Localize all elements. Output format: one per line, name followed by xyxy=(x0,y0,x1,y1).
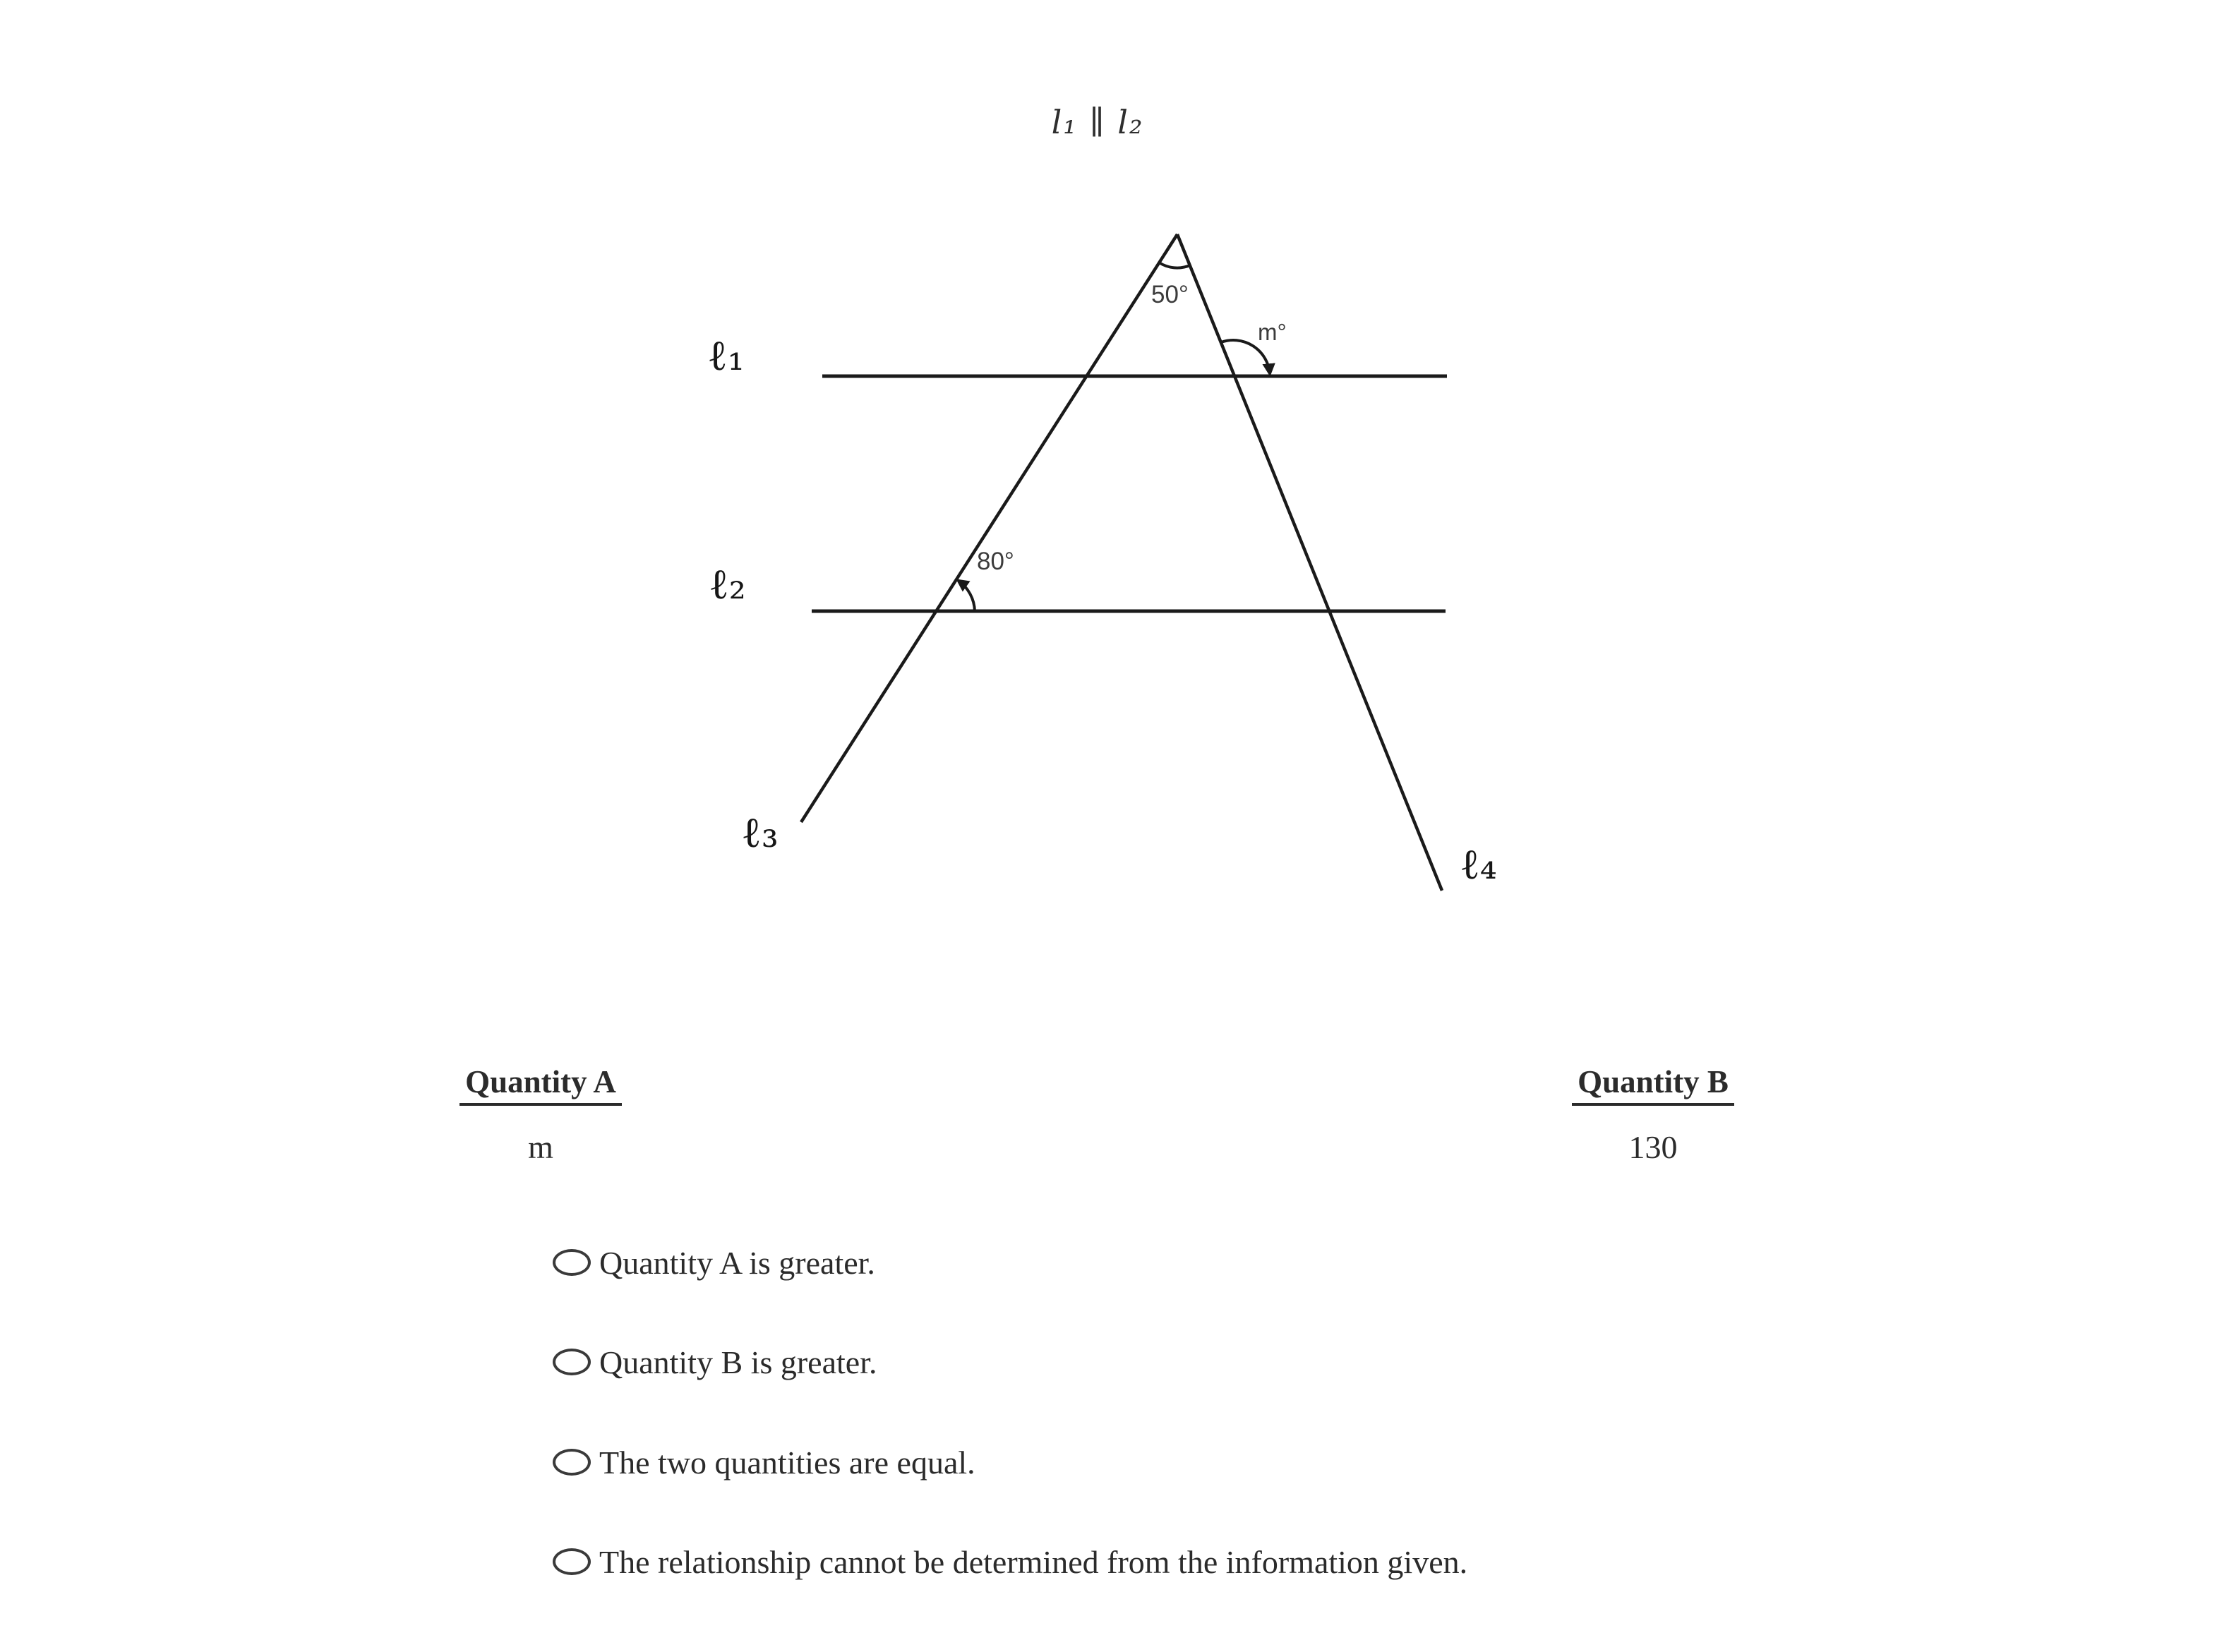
quantity-a-value: m xyxy=(528,1128,553,1165)
quantity-b-value: 130 xyxy=(1628,1128,1678,1165)
label-line-l2: ℓ₂ xyxy=(709,560,746,609)
label-line-l4: ℓ₄ xyxy=(1460,840,1497,889)
angle-80-arc xyxy=(959,581,975,611)
option-label: The two quantities are equal. xyxy=(599,1444,975,1481)
line-l3 xyxy=(801,234,1177,822)
quantity-a-header: Quantity A xyxy=(459,1064,622,1106)
option-label: The relationship cannot be determined from the information given. xyxy=(599,1543,1468,1580)
given-condition: l₁ ∥ l₂ xyxy=(1051,103,1144,141)
option-row-quantities-equal[interactable] xyxy=(553,1442,975,1482)
quantity-b-column xyxy=(1477,1064,1830,1166)
quantity-a-column xyxy=(364,1064,717,1166)
label-line-l3: ℓ₃ xyxy=(741,808,779,857)
option-label: Quantity A is greater. xyxy=(599,1244,875,1281)
label-angle-50: 50° xyxy=(1151,281,1189,308)
radio-oval[interactable] xyxy=(553,1449,591,1476)
label-angle-80: 80° xyxy=(977,548,1014,575)
option-label: Quantity B is greater. xyxy=(599,1344,877,1380)
radio-oval[interactable] xyxy=(553,1548,591,1575)
radio-oval[interactable] xyxy=(553,1349,591,1375)
option-row-quantity-b-greater[interactable] xyxy=(553,1342,877,1382)
option-row-quantity-a-greater[interactable] xyxy=(553,1243,875,1282)
label-angle-m: m° xyxy=(1258,319,1287,345)
radio-oval[interactable] xyxy=(553,1249,591,1276)
quantity-b-header: Quantity B xyxy=(1572,1064,1734,1106)
line-l4 xyxy=(1177,234,1442,891)
label-line-l1: ℓ₁ xyxy=(707,331,745,380)
apex-angle-arc xyxy=(1159,263,1190,268)
option-row-cannot-determine[interactable] xyxy=(553,1542,1467,1581)
